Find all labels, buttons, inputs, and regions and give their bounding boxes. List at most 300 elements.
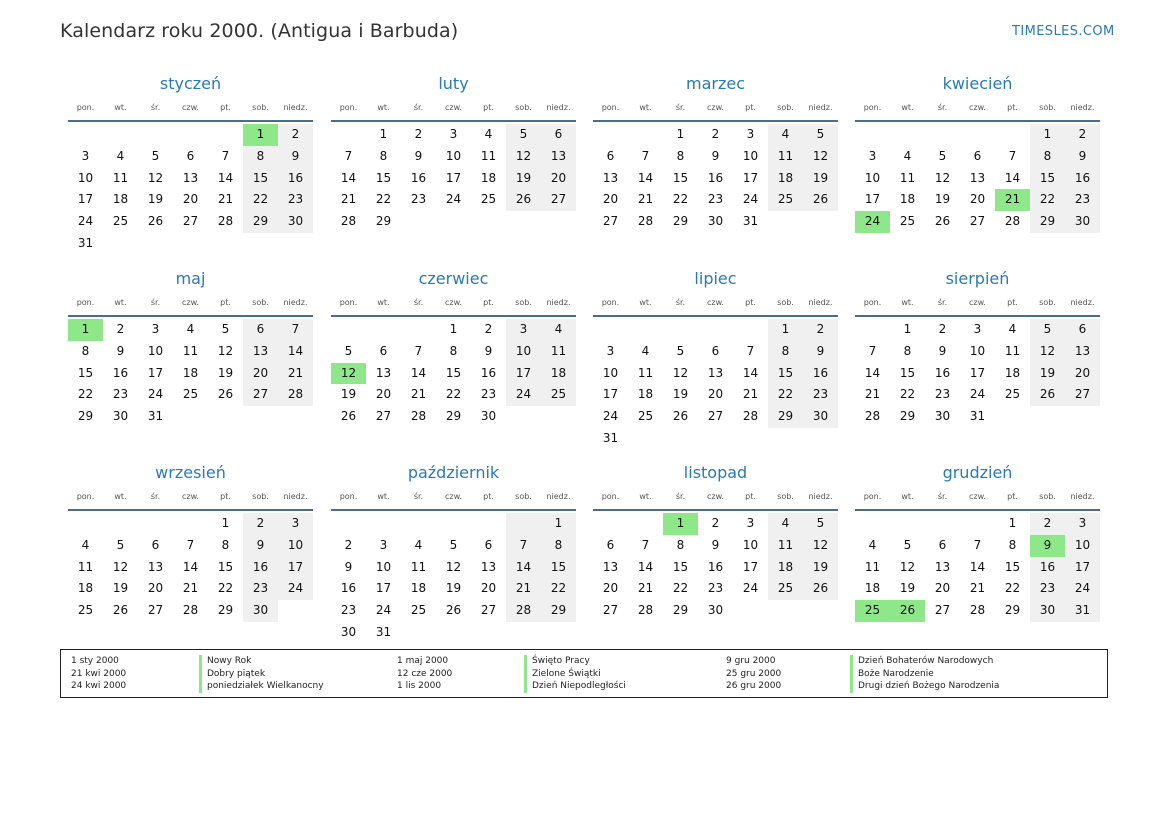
day-grid bbox=[331, 124, 576, 233]
day-cell: 5 bbox=[344, 343, 353, 358]
weekday-label: czw. bbox=[969, 492, 986, 501]
weekday-label: sob. bbox=[515, 492, 532, 501]
day-cell: 26 bbox=[1030, 384, 1065, 406]
day-cell: 13 bbox=[375, 365, 392, 380]
day-cell: 7 bbox=[746, 343, 755, 358]
day-cell: 26 bbox=[672, 409, 689, 424]
empty-cell bbox=[698, 319, 733, 341]
day-cell: 9 bbox=[711, 148, 720, 163]
day-cell: 9 bbox=[243, 535, 278, 557]
day-cell: 10 bbox=[506, 341, 541, 363]
day-cell: 28 bbox=[969, 603, 986, 618]
day-cell: 20 bbox=[1065, 363, 1100, 385]
day-cell: 10 bbox=[375, 559, 392, 574]
day-cell: 5 bbox=[221, 322, 230, 336]
day-cell: 22 bbox=[1004, 581, 1021, 596]
day-cell: 2 bbox=[278, 124, 313, 146]
holiday-day-cell: 24 bbox=[855, 211, 890, 233]
day-cell: 15 bbox=[768, 363, 803, 385]
day-cell: 12 bbox=[147, 170, 164, 185]
empty-cell bbox=[506, 513, 541, 535]
day-grid bbox=[855, 513, 1100, 622]
weekday-label: sob. bbox=[515, 103, 532, 112]
day-cell: 10 bbox=[1065, 535, 1100, 557]
day-cell: 10 bbox=[602, 365, 619, 380]
day-cell: 8 bbox=[243, 146, 278, 168]
weekday-label: niedz. bbox=[283, 103, 308, 112]
day-cell: 14 bbox=[278, 341, 313, 363]
day-cell: 31 bbox=[147, 409, 164, 424]
weekday-label: pon. bbox=[339, 298, 358, 307]
day-cell: 19 bbox=[803, 168, 838, 190]
day-cell: 7 bbox=[973, 537, 982, 552]
day-cell: 18 bbox=[77, 581, 94, 596]
day-cell: 28 bbox=[637, 603, 654, 618]
day-cell: 4 bbox=[903, 148, 912, 163]
empty-cell bbox=[925, 513, 960, 535]
day-cell: 16 bbox=[803, 363, 838, 385]
day-cell: 30 bbox=[278, 211, 313, 233]
day-cell: 19 bbox=[147, 192, 164, 207]
day-cell: 24 bbox=[602, 409, 619, 424]
day-cell: 6 bbox=[484, 537, 493, 552]
day-cell: 23 bbox=[480, 387, 497, 402]
day-cell: 25 bbox=[480, 192, 497, 207]
day-cell: 26 bbox=[112, 603, 129, 618]
day-cell: 21 bbox=[410, 387, 427, 402]
holiday-name: Drugi dzień Bożego Narodzenia bbox=[858, 681, 1000, 691]
day-cell: 23 bbox=[243, 578, 278, 600]
day-cell: 16 bbox=[1030, 557, 1065, 579]
day-cell: 27 bbox=[934, 603, 951, 618]
day-cell: 3 bbox=[449, 127, 458, 141]
day-cell: 27 bbox=[602, 603, 619, 618]
day-cell: 25 bbox=[768, 189, 803, 211]
day-cell: 16 bbox=[112, 365, 129, 380]
day-cell: 30 bbox=[112, 409, 129, 424]
day-cell: 7 bbox=[641, 148, 650, 163]
weekday-label: pon. bbox=[601, 492, 620, 501]
day-cell: 25 bbox=[768, 578, 803, 600]
day-cell: 8 bbox=[449, 343, 458, 358]
empty-cell bbox=[103, 513, 138, 535]
day-cell: 15 bbox=[375, 170, 392, 185]
day-cell: 9 bbox=[116, 343, 125, 358]
day-cell: 24 bbox=[278, 578, 313, 600]
day-cell: 1 bbox=[903, 322, 912, 336]
weekday-label: czw. bbox=[969, 103, 986, 112]
weekday-header bbox=[855, 100, 1100, 122]
day-cell: 28 bbox=[278, 384, 313, 406]
month-block bbox=[331, 267, 576, 428]
day-cell: 21 bbox=[340, 192, 357, 207]
day-cell: 18 bbox=[1004, 365, 1021, 380]
weekday-label: sob. bbox=[1039, 103, 1056, 112]
day-cell: 27 bbox=[480, 603, 497, 618]
day-cell: 3 bbox=[973, 322, 982, 336]
day-cell: 17 bbox=[147, 365, 164, 380]
day-grid bbox=[593, 124, 838, 233]
weekday-label: śr. bbox=[675, 298, 686, 307]
empty-cell bbox=[855, 513, 890, 535]
weekday-label: niedz. bbox=[546, 492, 571, 501]
day-cell: 29 bbox=[445, 409, 462, 424]
empty-cell bbox=[138, 513, 173, 535]
empty-cell bbox=[366, 513, 401, 535]
day-cell: 22 bbox=[77, 387, 94, 402]
weekday-label: pt. bbox=[1007, 492, 1018, 501]
day-cell: 4 bbox=[186, 322, 195, 336]
day-cell: 31 bbox=[375, 624, 392, 639]
day-cell: 27 bbox=[707, 409, 724, 424]
day-cell: 9 bbox=[711, 537, 720, 552]
day-cell: 5 bbox=[1030, 319, 1065, 341]
day-cell: 17 bbox=[375, 581, 392, 596]
day-cell: 30 bbox=[707, 214, 724, 229]
empty-cell bbox=[855, 319, 890, 341]
day-cell: 9 bbox=[344, 559, 353, 574]
weekday-label: wt. bbox=[377, 492, 390, 501]
day-cell: 11 bbox=[182, 343, 199, 358]
day-cell: 24 bbox=[742, 192, 759, 207]
day-cell: 3 bbox=[868, 148, 877, 163]
weekday-label: sob. bbox=[252, 103, 269, 112]
day-cell: 7 bbox=[868, 343, 877, 358]
day-cell: 7 bbox=[278, 319, 313, 341]
day-cell: 22 bbox=[672, 192, 689, 207]
day-cell: 22 bbox=[768, 384, 803, 406]
day-cell: 6 bbox=[243, 319, 278, 341]
day-cell: 27 bbox=[602, 214, 619, 229]
month-block bbox=[855, 267, 1100, 428]
weekday-label: pt. bbox=[220, 298, 231, 307]
holiday-date: 25 gru 2000 bbox=[726, 668, 782, 679]
day-cell: 13 bbox=[243, 341, 278, 363]
day-cell: 11 bbox=[77, 559, 94, 574]
day-cell: 11 bbox=[480, 148, 497, 163]
weekday-label: pt. bbox=[745, 298, 756, 307]
day-cell: 5 bbox=[803, 124, 838, 146]
empty-cell bbox=[925, 124, 960, 146]
day-cell: 12 bbox=[803, 535, 838, 557]
weekday-label: wt. bbox=[114, 103, 127, 112]
month-name: czerwiec bbox=[418, 269, 489, 288]
weekday-header bbox=[331, 100, 576, 122]
day-cell: 18 bbox=[899, 192, 916, 207]
month-name: lipiec bbox=[694, 269, 737, 288]
day-cell: 10 bbox=[278, 535, 313, 557]
day-cell: 12 bbox=[506, 146, 541, 168]
day-cell: 1 bbox=[676, 127, 685, 141]
weekday-label: sob. bbox=[777, 492, 794, 501]
day-cell: 10 bbox=[445, 148, 462, 163]
empty-cell bbox=[208, 124, 243, 146]
day-cell: 13 bbox=[541, 146, 576, 168]
day-cell: 15 bbox=[77, 365, 94, 380]
day-cell: 16 bbox=[707, 170, 724, 185]
weekday-header bbox=[68, 100, 313, 122]
weekday-label: śr. bbox=[150, 103, 161, 112]
day-cell: 10 bbox=[742, 537, 759, 552]
day-cell: 6 bbox=[973, 148, 982, 163]
weekday-label: niedz. bbox=[808, 492, 833, 501]
day-cell: 26 bbox=[803, 189, 838, 211]
day-cell: 19 bbox=[1030, 363, 1065, 385]
month-name: październik bbox=[407, 463, 500, 482]
weekday-label: śr. bbox=[413, 492, 424, 501]
weekday-label: wt. bbox=[639, 103, 652, 112]
day-cell: 2 bbox=[1065, 124, 1100, 146]
holiday-dates-col-2 bbox=[397, 655, 517, 693]
month-block bbox=[855, 72, 1100, 233]
day-cell: 25 bbox=[77, 603, 94, 618]
day-cell: 4 bbox=[641, 343, 650, 358]
day-cell: 20 bbox=[480, 581, 497, 596]
day-cell: 23 bbox=[340, 603, 357, 618]
weekday-header bbox=[593, 489, 838, 511]
weekday-label: śr. bbox=[937, 298, 948, 307]
month-name: maj bbox=[175, 269, 206, 288]
day-cell: 3 bbox=[1065, 513, 1100, 535]
weekday-label: wt. bbox=[377, 103, 390, 112]
day-cell: 2 bbox=[414, 127, 423, 141]
day-cell: 27 bbox=[375, 409, 392, 424]
day-cell: 16 bbox=[1065, 168, 1100, 190]
day-cell: 6 bbox=[379, 343, 388, 358]
day-cell: 14 bbox=[969, 559, 986, 574]
weekday-label: pt. bbox=[483, 492, 494, 501]
day-cell: 12 bbox=[672, 365, 689, 380]
day-cell: 4 bbox=[81, 537, 90, 552]
page-title: Kalendarz roku 2000. (Antigua i Barbuda) bbox=[60, 20, 459, 42]
weekday-label: pt. bbox=[483, 103, 494, 112]
day-cell: 22 bbox=[541, 578, 576, 600]
day-cell: 15 bbox=[899, 365, 916, 380]
day-cell: 4 bbox=[768, 124, 803, 146]
weekday-label: śr. bbox=[150, 298, 161, 307]
month-name: styczeń bbox=[159, 74, 222, 93]
day-cell: 30 bbox=[1065, 211, 1100, 233]
day-cell: 14 bbox=[742, 365, 759, 380]
weekday-label: śr. bbox=[675, 492, 686, 501]
day-cell: 29 bbox=[541, 600, 576, 622]
weekday-header bbox=[855, 489, 1100, 511]
day-cell: 1 bbox=[541, 513, 576, 535]
day-cell: 7 bbox=[1008, 148, 1017, 163]
day-cell: 2 bbox=[243, 513, 278, 535]
day-cell: 4 bbox=[768, 513, 803, 535]
weekday-label: czw. bbox=[445, 103, 462, 112]
day-cell: 31 bbox=[602, 430, 619, 445]
holiday-date: 24 kwi 2000 bbox=[71, 681, 127, 691]
day-cell: 28 bbox=[217, 214, 234, 229]
day-cell: 19 bbox=[672, 387, 689, 402]
day-cell: 18 bbox=[637, 387, 654, 402]
holiday-day-cell: 1 bbox=[68, 319, 103, 341]
day-cell: 2 bbox=[1030, 513, 1065, 535]
day-cell: 15 bbox=[1030, 168, 1065, 190]
empty-cell bbox=[855, 124, 890, 146]
weekday-label: pon. bbox=[76, 298, 95, 307]
weekday-label: czw. bbox=[182, 492, 199, 501]
weekday-label: sob. bbox=[252, 298, 269, 307]
day-cell: 18 bbox=[182, 365, 199, 380]
day-cell: 19 bbox=[934, 192, 951, 207]
day-cell: 26 bbox=[803, 578, 838, 600]
holiday-day-cell: 25 bbox=[855, 600, 890, 622]
day-cell: 16 bbox=[278, 168, 313, 190]
day-cell: 14 bbox=[637, 170, 654, 185]
day-cell: 14 bbox=[182, 559, 199, 574]
day-cell: 25 bbox=[541, 384, 576, 406]
day-cell: 3 bbox=[81, 148, 90, 163]
month-name: grudzień bbox=[942, 463, 1013, 482]
day-cell: 10 bbox=[147, 343, 164, 358]
day-cell: 29 bbox=[217, 603, 234, 618]
day-cell: 31 bbox=[77, 235, 94, 250]
day-cell: 29 bbox=[899, 409, 916, 424]
day-cell: 12 bbox=[899, 559, 916, 574]
day-cell: 21 bbox=[506, 578, 541, 600]
holiday-date: 9 gru 2000 bbox=[726, 656, 776, 666]
day-cell: 29 bbox=[77, 409, 94, 424]
weekday-label: niedz. bbox=[1070, 103, 1095, 112]
day-cell: 5 bbox=[449, 537, 458, 552]
day-cell: 25 bbox=[410, 603, 427, 618]
day-cell: 22 bbox=[375, 192, 392, 207]
day-cell: 27 bbox=[182, 214, 199, 229]
day-cell: 13 bbox=[707, 365, 724, 380]
day-cell: 10 bbox=[742, 148, 759, 163]
empty-cell bbox=[436, 513, 471, 535]
holiday-names-col-3 bbox=[850, 655, 999, 693]
day-cell: 11 bbox=[899, 170, 916, 185]
day-cell: 18 bbox=[768, 168, 803, 190]
day-grid bbox=[855, 319, 1100, 428]
day-cell: 22 bbox=[243, 189, 278, 211]
holiday-name: Nowy Rok bbox=[207, 656, 252, 666]
day-cell: 27 bbox=[147, 603, 164, 618]
day-cell: 20 bbox=[375, 387, 392, 402]
weekday-label: sob. bbox=[515, 298, 532, 307]
day-cell: 11 bbox=[768, 146, 803, 168]
day-cell: 13 bbox=[602, 170, 619, 185]
site-link[interactable]: TIMESLES.COM bbox=[1012, 24, 1115, 39]
day-cell: 30 bbox=[480, 409, 497, 424]
weekday-label: śr. bbox=[413, 103, 424, 112]
empty-cell bbox=[593, 124, 628, 146]
holiday-name: Dzień Niepodległości bbox=[532, 681, 626, 691]
holiday-date: 26 gru 2000 bbox=[726, 681, 782, 691]
day-grid bbox=[593, 513, 838, 622]
weekday-label: czw. bbox=[445, 298, 462, 307]
day-cell: 2 bbox=[711, 516, 720, 530]
day-cell: 19 bbox=[803, 557, 838, 579]
day-cell: 18 bbox=[864, 581, 881, 596]
day-cell: 18 bbox=[768, 557, 803, 579]
month-block bbox=[593, 461, 838, 622]
day-cell: 13 bbox=[1065, 341, 1100, 363]
day-cell: 14 bbox=[506, 557, 541, 579]
day-cell: 11 bbox=[112, 170, 129, 185]
day-cell: 23 bbox=[112, 387, 129, 402]
holiday-date: 12 cze 2000 bbox=[397, 668, 453, 679]
day-cell: 10 bbox=[864, 170, 881, 185]
day-cell: 7 bbox=[641, 537, 650, 552]
day-cell: 19 bbox=[899, 581, 916, 596]
day-cell: 20 bbox=[147, 581, 164, 596]
holiday-name: poniedziałek Wielkanocny bbox=[207, 681, 324, 691]
day-cell: 7 bbox=[506, 535, 541, 557]
day-grid bbox=[331, 319, 576, 428]
day-cell: 15 bbox=[445, 365, 462, 380]
day-cell: 4 bbox=[484, 127, 493, 141]
day-cell: 23 bbox=[410, 192, 427, 207]
day-cell: 18 bbox=[541, 363, 576, 385]
day-cell: 21 bbox=[278, 363, 313, 385]
empty-cell bbox=[471, 513, 506, 535]
day-cell: 26 bbox=[934, 214, 951, 229]
day-cell: 11 bbox=[864, 559, 881, 574]
day-cell: 19 bbox=[340, 387, 357, 402]
day-cell: 30 bbox=[934, 409, 951, 424]
day-cell: 6 bbox=[606, 148, 615, 163]
day-cell: 11 bbox=[637, 365, 654, 380]
empty-cell bbox=[663, 319, 698, 341]
day-cell: 6 bbox=[711, 343, 720, 358]
day-cell: 22 bbox=[672, 581, 689, 596]
day-grid bbox=[68, 513, 313, 622]
weekday-label: sob. bbox=[1039, 492, 1056, 501]
day-cell: 3 bbox=[151, 322, 160, 336]
day-cell: 30 bbox=[707, 603, 724, 618]
holiday-legend bbox=[60, 649, 1108, 698]
month-name: luty bbox=[438, 74, 469, 93]
day-cell: 22 bbox=[1030, 189, 1065, 211]
day-cell: 24 bbox=[147, 387, 164, 402]
empty-cell bbox=[68, 513, 103, 535]
day-cell: 8 bbox=[541, 535, 576, 557]
day-cell: 1 bbox=[1030, 124, 1065, 146]
day-cell: 8 bbox=[379, 148, 388, 163]
weekday-label: czw. bbox=[182, 298, 199, 307]
day-cell: 5 bbox=[506, 124, 541, 146]
day-grid bbox=[68, 124, 313, 255]
day-cell: 28 bbox=[1004, 214, 1021, 229]
holiday-name: Święto Pracy bbox=[532, 656, 590, 666]
day-cell: 5 bbox=[116, 537, 125, 552]
weekday-label: sob. bbox=[777, 298, 794, 307]
weekday-label: wt. bbox=[901, 298, 914, 307]
day-cell: 27 bbox=[1065, 384, 1100, 406]
day-cell: 12 bbox=[1030, 341, 1065, 363]
day-cell: 15 bbox=[243, 168, 278, 190]
day-cell: 2 bbox=[938, 322, 947, 336]
day-cell: 8 bbox=[768, 341, 803, 363]
day-cell: 22 bbox=[899, 387, 916, 402]
weekday-label: wt. bbox=[901, 492, 914, 501]
day-cell: 23 bbox=[1065, 189, 1100, 211]
weekday-label: sob. bbox=[252, 492, 269, 501]
day-cell: 4 bbox=[868, 537, 877, 552]
weekday-label: pon. bbox=[601, 103, 620, 112]
day-cell: 1 bbox=[768, 319, 803, 341]
day-cell: 26 bbox=[506, 189, 541, 211]
weekday-label: pon. bbox=[863, 298, 882, 307]
weekday-label: czw. bbox=[707, 103, 724, 112]
day-cell: 24 bbox=[969, 387, 986, 402]
day-cell: 3 bbox=[278, 513, 313, 535]
